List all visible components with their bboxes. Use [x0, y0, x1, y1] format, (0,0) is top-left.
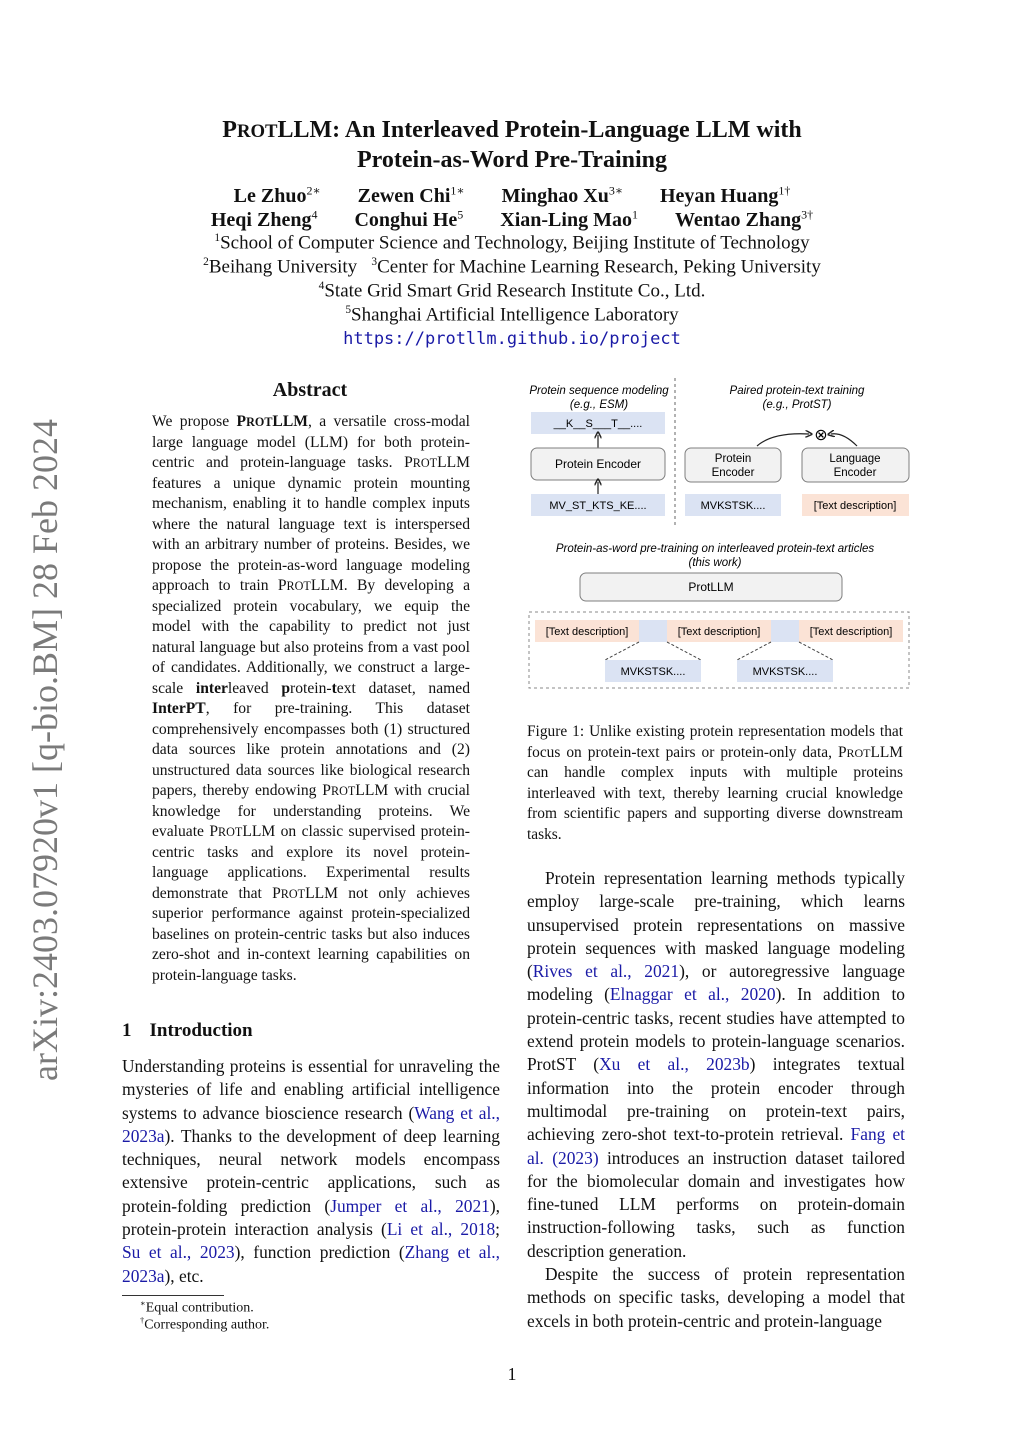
left-panel-subtitle: (e.g., ESM): [569, 399, 629, 411]
footnote-corresponding: †Corresponding author.: [140, 1316, 270, 1333]
title-line-2: Protein-as-Word Pre-Training: [357, 147, 667, 173]
footnote-equal-contribution: ∗Equal contribution.: [140, 1299, 254, 1316]
intro-paragraph: Understanding proteins is essential for unraveling the mysteries of life and enabling artificial intelligence systems to advance bioscience research (Wang et al., 2023a). Thanks to the development of deep learning techniques, neural network models encompass extensive protein-centric applications, such as protein-folding prediction (Jumper et al., 2021), protein-protein interaction analysis (Li et al., 2018; Su et al., 2023), function prediction (Zhang et al., 2023a), etc.: [122, 1056, 501, 1286]
footnote-rule: [122, 1295, 224, 1296]
title-line1-rest: : An Interleaved Protein-Language LLM with: [332, 117, 802, 143]
author: Heqi Zheng$^4$: [210, 207, 318, 231]
seq-text-a: MVKSTSK....: [620, 666, 686, 678]
citation-link[interactable]: Elnaggar et al., 2020: [609, 984, 776, 1005]
paragraph: Protein representation learning methods typically employ large-scale pre-training, which learns unsupervised protein representations on massive protein sequences with masked language modeling (Rives et al., 2021), or autoregressive language modeling (Elnaggar et al., 2020). In addition to protein-centric tasks, recent studies have attempted to extend protein models to protein-language scenarios. ProtST (Xu et al., 2023b) integrates textual information into the protein encoder through multimodal pre-training on protein-text pairs, achieving zero-shot text-to-protein retrieval. Fang et al. (2023) introduces an instruction dataset tailored for the biomolecular domain and investigates how fine-tuned LLM performs on protein-domain instruction-following tasks, such as function description generation.: [527, 868, 906, 1261]
paragraph: Despite the success of protein representation methods on specific tasks, developing a model that excels in both protein-centric and protein-language: [527, 1264, 905, 1331]
title-sc-rest: ROT: [236, 121, 278, 142]
project-url-link[interactable]: https://protllm.github.io/project: [343, 329, 681, 349]
citation-link[interactable]: Xu et al., 2023b: [599, 1054, 750, 1075]
citation-link[interactable]: Su et al., 2023: [122, 1242, 235, 1263]
left-panel-title: Protein sequence modeling: [529, 385, 669, 397]
seq-text-b: MVKSTSK....: [752, 666, 818, 678]
affiliation-4: $^4$State Grid Smart Grid Research Institute Co., Ltd.: [318, 280, 706, 302]
section-heading-introduction: 1 Introduction: [122, 1020, 253, 1041]
author: Xian-Ling Mao$^1$: [500, 207, 638, 231]
title-line-1: [150, 116, 874, 146]
protllm-name: PROTLLM: [236, 413, 308, 430]
arxiv-stamp: arXiv:2403.07920v1 [q-bio.BM] 28 Feb 2024: [25, 419, 65, 1081]
author: Conghui He$^5$: [354, 207, 464, 231]
figure-caption: Figure 1: Unlike existing protein representation models that focus on protein-text pairs or protein-only data, PROTLLM can handle complex inputs with multiple proteins interleaved with text, thereby learning crucial knowledge from scientific papers and supporting diverse downstream tasks.: [527, 723, 903, 843]
affiliation-2-3: $^2$Beihang University $^3$Center for Machine Learning Research, Peking University: [203, 256, 821, 278]
author: Le Zhuo$^{2∗}$: [233, 183, 321, 207]
page-number: 1: [507, 1364, 517, 1384]
text-desc-right: [Text description]: [813, 500, 897, 512]
title-sc-first: P: [222, 117, 237, 143]
text-desc-3: [Text description]: [809, 626, 893, 638]
citation-link[interactable]: Li et al., 2018: [386, 1219, 496, 1240]
author-row-2: [150, 207, 874, 232]
bottom-panel-subtitle: (this work): [688, 557, 742, 569]
masked-seq-text: __K__S___T__....: [553, 418, 643, 430]
abstract-heading: Abstract: [272, 379, 348, 401]
text-desc-1: [Text description]: [545, 626, 629, 638]
protllm-label: ProtLLM: [688, 580, 734, 594]
citation-link[interactable]: Wang et al., 2023a: [122, 1102, 500, 1146]
citation-link[interactable]: Zhang et al., 2023a: [122, 1242, 501, 1286]
author: Zewen Chi$^{1∗}$: [357, 183, 465, 207]
right-column-body: [527, 867, 905, 1333]
input-seq-text: MV_ST_KTS_KE....: [549, 500, 647, 512]
right-panel-title: Paired protein-text training: [729, 385, 865, 397]
citation-link[interactable]: Jumper et al., 2021: [330, 1195, 490, 1216]
protein-encoder-label: Protein Encoder: [554, 457, 642, 471]
language-encoder-label-line1: Language: [829, 453, 881, 465]
language-encoder-label-line2: Encoder: [833, 467, 877, 479]
otimes-symbol: ⊗: [814, 427, 828, 444]
figure-1: [525, 378, 915, 698]
author: Heyan Huang$^{1\dagger}$: [659, 183, 791, 207]
author-row-1: [150, 183, 874, 208]
right-panel-subtitle: (e.g., ProtST): [762, 399, 832, 411]
protein-slot-1: [639, 620, 667, 642]
protein-encoder-label-line1: Protein: [714, 453, 752, 465]
protein-encoder-label-line2: Encoder: [711, 467, 755, 479]
author: Minghao $Xu^{3∗}$: [501, 183, 623, 207]
citation-link[interactable]: Rives et al., 2021: [532, 961, 680, 982]
seq-text-right: MVKSTSK....: [700, 500, 766, 512]
paper-title: [150, 116, 874, 174]
affiliation-1: $^1$School of Computer Science and Technology, Beijing Institute of Technology: [214, 232, 810, 254]
author: Wentao Zhang$^{3\dagger}$: [674, 207, 814, 231]
text-desc-2: [Text description]: [677, 626, 761, 638]
title-name-rest: LLM: [277, 117, 333, 143]
citation-link[interactable]: Fang et al. (2023): [527, 1124, 906, 1168]
affiliation-5: $^5$Shanghai Artificial Intelligence Laboratory: [345, 304, 679, 326]
abstract-body: We propose PROTLLM, a versatile cross-modal large language model (LLM) for both protein-centric and protein-language tasks. PROTLLM features a unique dynamic protein mounting mechanism, enabling it to handle complex inputs where the natural language text is interspersed with an arbitrary number of proteins. Besides, we propose the protein-as-word language modeling approach to train PROTLLM. By developing a specialized protein vocabulary, we equip the model with the capability to predict not just natural language but also proteins from a vast pool of candidates. Additionally, we construct a large-scale interleaved protein-text dataset, named InterPT, for pre-training. This dataset comprehensively encompasses both (1) structured data sources like protein annotations and (2) unstructured data sources like biological research papers, thereby endowing PROTLLM with crucial knowledge for understanding proteins. We evaluate PROTLLM on classic supervised protein-centric tasks and explore its novel protein-language applications. Experimental results demonstrate that PROTLLM not only achieves superior performance against protein-specialized baselines on protein-centric tasks but also induces zero-shot and in-context learning capabilities on protein-language tasks.: [152, 413, 471, 984]
interpt-name: InterPT: [152, 700, 206, 717]
bottom-panel-title: Protein-as-word pre-training on interleaved protein-text articles: [555, 543, 875, 555]
protein-slot-2: [771, 620, 799, 642]
